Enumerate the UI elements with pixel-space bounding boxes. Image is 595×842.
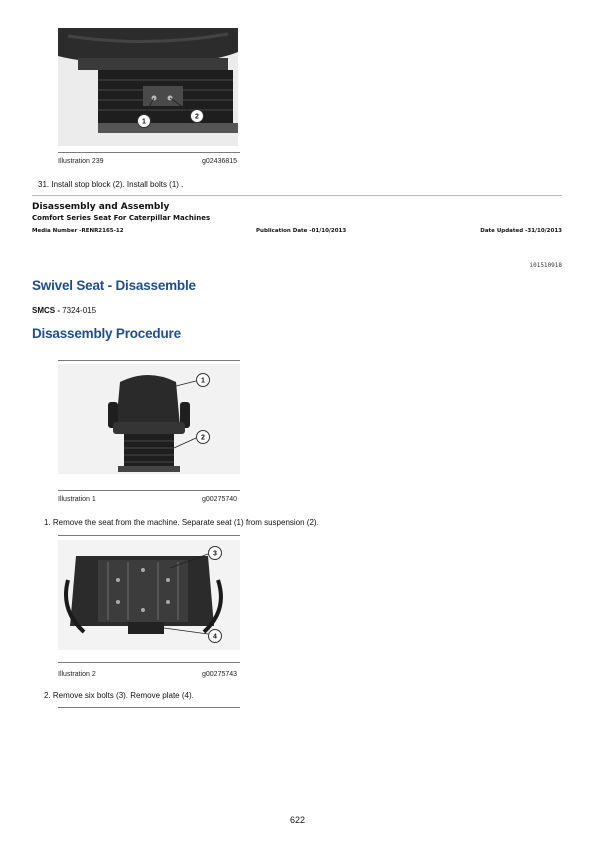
page-number: 622: [289, 815, 306, 825]
smcs-code: 7324-015: [62, 306, 97, 315]
callout-2: [197, 431, 210, 444]
illustration-code: g00275743: [202, 671, 238, 678]
illustration-code: g00275740: [202, 496, 238, 503]
callout-2: [191, 110, 204, 123]
svg-text:2: 2: [195, 113, 199, 121]
illustration-code: g02436815: [202, 158, 238, 165]
svg-text:4: 4: [213, 633, 217, 641]
smcs-line: [32, 306, 96, 315]
illustration-label: Illustration 239: [58, 158, 104, 165]
divider: [58, 490, 240, 491]
callout-3: [209, 547, 222, 560]
illustration-label: Illustration 1: [58, 496, 96, 503]
smcs-label: SMCS -: [32, 306, 63, 315]
document-id: i01510918: [529, 262, 562, 269]
procedure-title: Disassembly Procedure: [32, 326, 181, 341]
date-updated: Date Updated -31/10/2013: [480, 228, 562, 234]
divider: [32, 195, 562, 196]
divider: [58, 152, 240, 153]
publication-date: Publication Date -01/10/2013: [256, 228, 347, 234]
callout-1: [138, 115, 151, 128]
illustration-2-image: [58, 540, 240, 650]
svg-text:1: 1: [142, 118, 146, 126]
media-number: Media Number -RENR2165-12: [32, 228, 124, 234]
svg-text:1: 1: [201, 377, 205, 385]
section-title: Swivel Seat - Disassemble: [32, 278, 196, 293]
illustration-label: Illustration 2: [58, 671, 96, 678]
document-title: Disassembly and Assembly: [32, 202, 170, 212]
illustration-1-image: [58, 364, 240, 474]
divider: [58, 707, 240, 708]
divider: [58, 360, 240, 361]
step-2: 2. Remove six bolts (3). Remove plate (4).: [44, 691, 194, 700]
divider: [58, 535, 240, 536]
svg-text:3: 3: [213, 550, 217, 558]
callout-4: [209, 630, 222, 643]
step-1: 1. Remove the seat from the machine. Separate seat (1) from suspension (2).: [44, 518, 319, 527]
svg-text:2: 2: [201, 434, 205, 442]
document-subtitle: Comfort Series Seat For Caterpillar Machines: [32, 214, 211, 222]
divider: [58, 662, 240, 663]
callout-1: [197, 374, 210, 387]
step-31: 31. Install stop block (2). Install bolts (1) .: [38, 180, 184, 189]
illustration-239-image: [58, 28, 238, 146]
